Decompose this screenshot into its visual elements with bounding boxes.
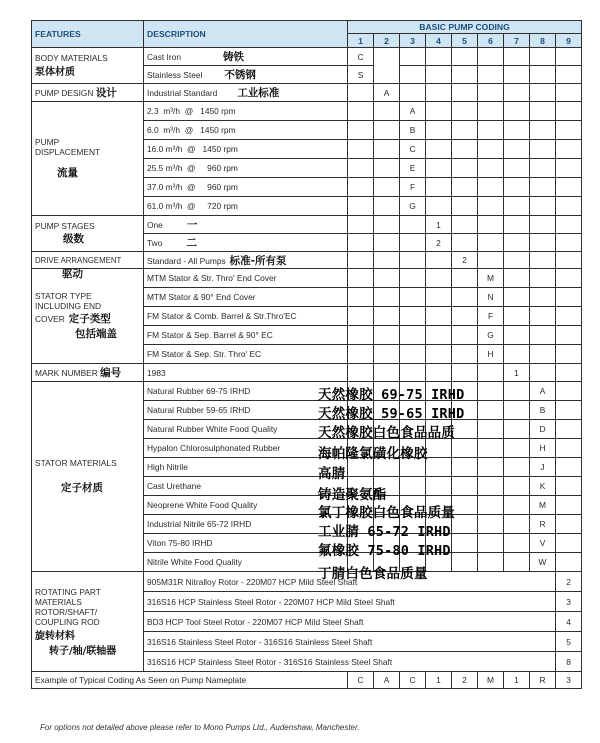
code-cell: 1 [426, 216, 452, 234]
desc-text: Nitrile White Food Quality [147, 557, 242, 567]
example-code: 1 [504, 672, 530, 689]
header-description: DESCRIPTION [144, 21, 348, 48]
header-col: 4 [426, 34, 452, 48]
desc-zh: 工业标准 [237, 87, 280, 99]
feature-label: STATOR TYPE [35, 291, 92, 301]
feature-label-zh: 级数 [63, 233, 84, 245]
desc-cell [144, 216, 348, 234]
code-cell: 5 [556, 632, 582, 652]
feature-label-zh: 编号 [100, 367, 122, 379]
code-cell: 8 [556, 652, 582, 672]
desc-text: Natural Rubber 69-75 IRHD [147, 386, 251, 396]
header-col: 5 [452, 34, 478, 48]
feature-label-cover [35, 311, 140, 326]
feature-label-zh: 泵体材质 [35, 67, 75, 78]
code-cell: A [400, 102, 426, 121]
feature-body-materials [32, 48, 144, 84]
desc-text: Stainless Steel [147, 70, 203, 80]
feature-stator-materials [32, 382, 144, 572]
code-cell: A [374, 84, 400, 102]
feature-label: DISPLACEMENT [35, 147, 101, 157]
desc-cell: 61.0 m³/h @ 720 rpm [144, 197, 348, 216]
example-code: 3 [556, 672, 582, 689]
desc-cell: 2.3 m³/h @ 1450 rpm [144, 102, 348, 121]
desc-zh: 丁腈白色食品质量 [318, 566, 428, 582]
desc-cell: FM Stator & Comb. Barrel & Str.Thro'EC [144, 307, 348, 326]
desc-cell: BD3 HCP Tool Steel Rotor - 220M07 HCP Mild Steel Shaft [144, 612, 556, 632]
desc-zh: 不锈钢 [224, 69, 256, 81]
desc-zh: 氟橡胶 75-80 IRHD [318, 543, 451, 559]
pump-coding-table [31, 20, 582, 689]
code-cell: 1 [504, 364, 530, 382]
feature-label-zh: 包括端盖 [75, 328, 117, 340]
code-cell: 3 [556, 592, 582, 612]
desc-text: Industrial Nitrile 65-72 IRHD [147, 519, 252, 529]
header-col: 3 [400, 34, 426, 48]
footnote: For options not detailed above please refer to Mono Pumps Ltd., Audenshaw, Manchester. [40, 723, 360, 732]
header-col: 8 [530, 34, 556, 48]
example-code: 2 [452, 672, 478, 689]
desc-zh: 工业腈 65-72 IRHD [318, 524, 451, 540]
feature-label: MATERIALS [35, 596, 82, 607]
code-cell: B [530, 401, 556, 420]
desc-zh: 铸造聚氨酯 [318, 487, 387, 503]
header-col: 1 [348, 34, 374, 48]
header-col: 6 [478, 34, 504, 48]
code-cell: M [530, 496, 556, 515]
desc-cell: 905M31R Nitralloy Rotor - 220M07 HCP Mild Steel Shaft [144, 572, 556, 592]
feature-rotating-parts [32, 572, 144, 672]
feature-label: ROTOR/SHAFT/ [35, 606, 98, 617]
desc-zh: 天然橡胶白色食品品质 [318, 425, 455, 441]
feature-label: INCLUDING END [35, 301, 102, 311]
code-cell: V [530, 534, 556, 553]
desc-cell: 37.0 m³/h @ 960 rpm [144, 178, 348, 197]
desc-text: One [147, 220, 163, 230]
code-cell: H [478, 345, 504, 364]
desc-cell [144, 401, 465, 422]
code-cell: D [530, 420, 556, 439]
code-cell: F [478, 307, 504, 326]
feature-label-zh: 设计 [95, 87, 117, 99]
desc-cell: 16.0 m³/h @ 1450 rpm [144, 140, 348, 159]
feature-label: PUMP DESIGN [35, 88, 94, 98]
example-code: 1 [426, 672, 452, 689]
pump-coding-table-container [31, 20, 581, 689]
feature-drive-arrangement [32, 252, 144, 269]
code-cell: M [478, 269, 504, 288]
feature-pump-stages [32, 216, 144, 252]
code-cell: R [530, 515, 556, 534]
desc-text: Cast Urethane [147, 481, 201, 491]
desc-cell [144, 382, 465, 403]
desc-cell [144, 420, 455, 441]
desc-cell: FM Stator & Sep. Str. Thro' EC [144, 345, 348, 364]
desc-cell: 25.5 m³/h @ 960 rpm [144, 159, 348, 178]
desc-cell: 316S16 HCP Stainless Steel Rotor - 316S16 Stainless Steel Shaft [144, 652, 556, 672]
desc-cell [144, 458, 348, 482]
desc-cell [144, 84, 348, 102]
desc-zh: 标准-所有泵 [229, 254, 287, 267]
desc-cell [144, 439, 428, 462]
feature-label: STATOR MATERIALS [35, 458, 117, 468]
feature-label: PUMP [35, 137, 60, 147]
desc-cell: MTM Stator & Str. Thro' End Cover [144, 269, 348, 288]
desc-zh: 海帕隆氯磺化橡胶 [318, 446, 428, 462]
code-cell: 4 [556, 612, 582, 632]
example-code: R [530, 672, 556, 689]
feature-pump-displacement [32, 102, 144, 216]
feature-label: ROTATING PART [35, 586, 101, 597]
header-col: 2 [374, 34, 400, 48]
example-code: C [400, 672, 426, 689]
desc-cell [144, 66, 348, 84]
desc-text: Two [147, 238, 163, 248]
desc-cell: 316S16 HCP Stainless Steel Rotor - 220M07 HCP Mild Steel Shaft [144, 592, 556, 612]
drive-arrangement-zh: 驱动 [62, 268, 83, 280]
desc-cell: FM Stator & Sep. Barrel & 90° EC [144, 326, 348, 345]
desc-zh: 天然橡胶 69-75 IRHD [318, 387, 465, 403]
example-code: C [348, 672, 374, 689]
feature-label: COVER [35, 314, 65, 324]
feature-label: DRIVE ARRANGEMENT [35, 255, 122, 265]
desc-cell: 1983 [144, 364, 348, 382]
desc-text: Natural Rubber White Food Quality [147, 424, 278, 434]
header-features: FEATURES [32, 21, 144, 48]
code-cell: S [348, 66, 374, 84]
desc-zh: 铸铁 [222, 51, 244, 63]
desc-text: Hypalon Chlorosulphonated Rubber [147, 443, 281, 453]
desc-cell [144, 48, 348, 66]
header-col: 7 [504, 34, 530, 48]
example-code: A [374, 672, 400, 689]
desc-zh: 二 [186, 237, 197, 249]
feature-label: MARK NUMBER [35, 368, 98, 378]
desc-zh: 天然橡胶 59-65 IRHD [318, 406, 465, 422]
desc-cell [144, 515, 451, 540]
feature-label-zh: 流量 [57, 167, 78, 179]
feature-label: BODY MATERIALS [35, 53, 108, 63]
desc-cell [144, 477, 387, 503]
header-basic-pump-coding: BASIC PUMP CODING [348, 21, 582, 34]
feature-label-zh: 旋转材料 [35, 630, 75, 642]
desc-cell [144, 496, 455, 521]
desc-text: High Nitrile [147, 462, 188, 472]
code-cell: G [478, 326, 504, 345]
code-cell: H [530, 439, 556, 458]
header-col: 9 [556, 34, 582, 48]
desc-cell [144, 252, 348, 269]
desc-text: Viton 75-80 IRHD [147, 538, 213, 548]
code-cell: G [400, 197, 426, 216]
desc-text: Cast Iron [147, 52, 181, 62]
code-cell: K [530, 477, 556, 496]
example-code: M [478, 672, 504, 689]
feature-label-zh: 定子材质 [61, 482, 103, 494]
feature-pump-design [32, 84, 144, 102]
feature-label-zh: 转子/轴/联轴器 [49, 645, 117, 657]
code-cell: W [530, 553, 556, 572]
code-cell: B [400, 121, 426, 140]
desc-cell: 316S16 Stainless Steel Rotor - 316S16 Stainless Steel Shaft [144, 632, 556, 652]
desc-text: Natural Rubber 59-65 IRHD [147, 405, 251, 415]
code-cell: C [400, 140, 426, 159]
desc-zh: 一 [186, 219, 198, 231]
desc-text: Standard - All Pumps [147, 255, 226, 266]
code-cell: 2 [426, 234, 452, 252]
code-cell: N [478, 288, 504, 307]
desc-text: Industrial Standard [147, 88, 218, 98]
code-cell: F [400, 178, 426, 197]
desc-zh: 氯丁橡胶白色食品质量 [318, 505, 455, 521]
code-cell: E [400, 159, 426, 178]
desc-zh: 高腈 [318, 466, 346, 482]
feature-mark-number [32, 364, 144, 382]
code-cell: 2 [452, 252, 478, 269]
feature-label-zh: 定子类型 [68, 313, 111, 325]
example-label: Example of Typical Coding As Seen on Pump Nameplate [32, 672, 348, 689]
code-cell: J [530, 458, 556, 477]
code-cell: C [348, 48, 374, 66]
desc-cell: 6.0 m³/h @ 1450 rpm [144, 121, 348, 140]
code-cell: A [530, 382, 556, 401]
feature-label: PUMP STAGES [35, 221, 95, 231]
desc-cell [144, 234, 348, 252]
desc-cell: MTM Stator & 90° End Cover [144, 288, 348, 307]
code-cell: 2 [556, 572, 582, 592]
desc-text: Neoprene White Food Quality [147, 500, 258, 510]
feature-stator-type [32, 269, 144, 364]
desc-cell [144, 534, 451, 559]
feature-label: COUPLING ROD [35, 616, 100, 627]
